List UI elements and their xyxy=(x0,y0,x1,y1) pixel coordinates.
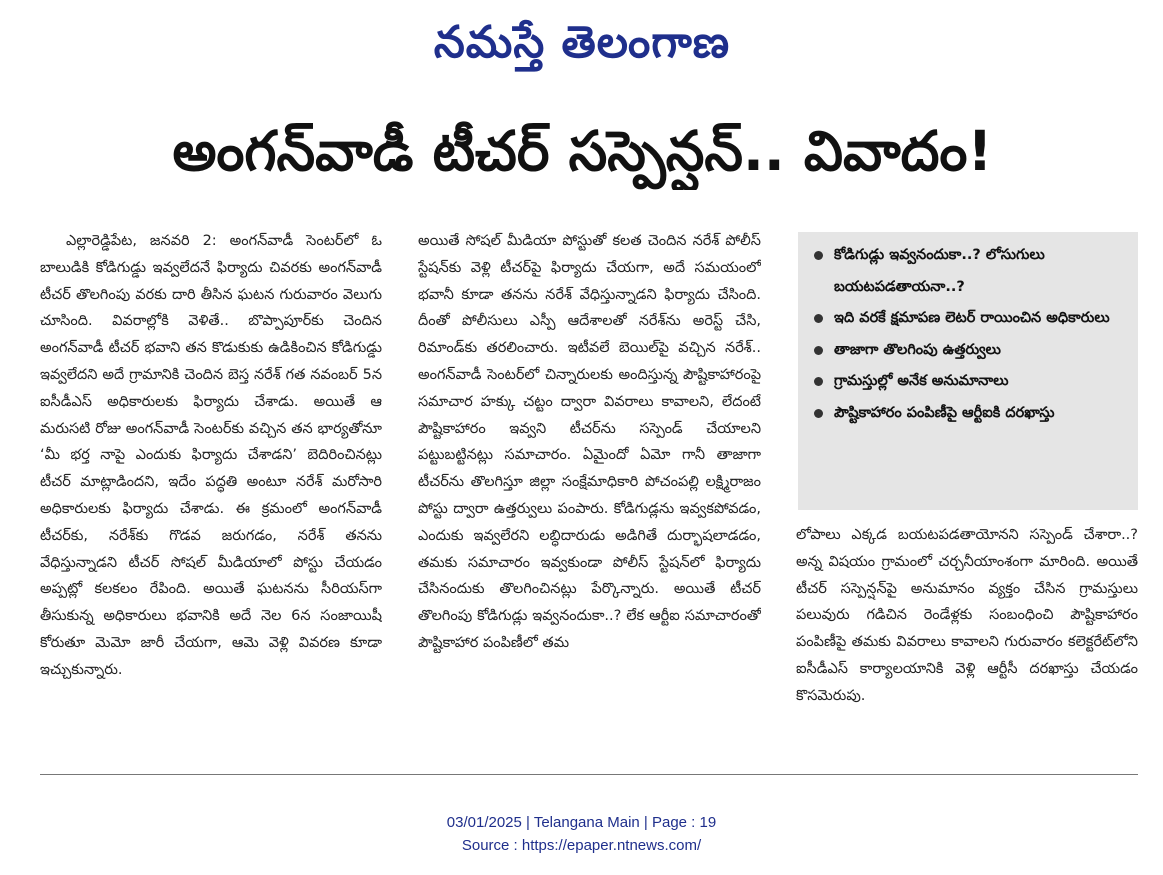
article-column-2 xyxy=(418,228,761,756)
bullet-icon xyxy=(814,409,823,418)
highlight-item xyxy=(812,303,1128,335)
highlight-text: కోడిగుడ్లు ఇవ్వనందుకా..? లోసుగులు బయటపడతాయనా..? xyxy=(834,247,1045,295)
highlight-item xyxy=(812,240,1128,303)
highlight-item xyxy=(812,398,1128,430)
column-1-text: ఎల్లారెడ్డిపేట, జనవరి 2: అంగన్‌వాడీ సెంటర్‌లో ఓ బాలుడికి కోడిగుడ్డు ఇవ్వలేదనే ఫిర్యాదు చివరకు అంగన్‌వాడీ టీచర్ తొలగింపు వరకు దారి తీసిన ఘటన గురువారం వెలుగు చూసింది. వివరాల్లోకి వెళితే.. బొప్పాపూర్‌కు చెందిన అంగన్‌వాడీ టీచర్ భవాని తన కొడుకుకు ఉడికించిన కోడిగుడ్డు ఇవ్వలేదని అదే గ్రామానికి చెందిన బెస్త నరేశ్ గత నవంబర్ 5న ఐసీడీఎస్ అధికారులకు ఫిర్యాదు చేశాడు. అయితే ఆ మరుసటి రోజు అంగన్‌వాడీ సెంటర్‌కు వచ్చిన తన భార్యతోనూ ‘మీ భర్త నాపై ఎందుకు ఫిర్యాదు చేశాడని’ బెదిరించినట్లు టీచర్ మాట్లాడిందని, ఇదేం పద్ధతి అంటూ నరేశ్ మరోసారి అధికారులకు ఫిర్యాదు చేశాడు. ఈ క్రమంలో అంగన్‌వాడీ టీచర్‌కు, నరేశ్‌కు గొడవ జరుగడం, నరేశ్ తనను వేధిస్తున్నాడని టీచర్ సోషల్ మీడియాలో పోస్టు చేయడం అప్పట్లో కలకలం రేపింది. అయితే ఘటనను సీరియస్‌గా తీసుకున్న అధికారులు భవానికి అదే నెల 6న సంజాయిషీ కోరుతూ మెమో జారీ చేయగా, ఆమె వెళ్లి వివరణ కూడా ఇచ్చుకున్నారు. xyxy=(40,233,382,678)
highlights-box xyxy=(798,232,1138,510)
publication-info: 03/01/2025 | Telangana Main | Page : 19 xyxy=(446,814,717,831)
highlight-item xyxy=(812,335,1128,367)
highlight-text: ఇది వరకే క్షమాపణ లెటర్ రాయించిన అధికారులు xyxy=(834,310,1110,326)
column-2-text: అయితే సోషల్ మీడియా పోస్టుతో కలత చెందిన నరేశ్ పోలీస్ స్టేషన్‌కు వెళ్లి టీచర్‌పై ఫిర్యాదు చేయగా, అదే సమయంలో భవానీ కూడా తనను నరేశ్ వేధిస్తున్నాడని ఫిర్యాదు చేసింది. దీంతో పోలీసులు ఎస్పీ ఆదేశాలతో నరేశ్‌ను అరెస్ట్ చేసి, రిమాండ్‌కు తరలించారు. ఇటీవలే బెయిల్‌పై వచ్చిన నరేశ్.. అంగన్‌వాడీ సెంటర్‌లో చిన్నారులకు అందిస్తున్న పౌష్టికాహారంపై సమాచార హక్కు చట్టం ద్వారా వివరాలు కావాలని, లేదంటే పౌష్టికాహారం ఇవ్వని టీచర్‌ను సస్పెండ్ చేయాలని పట్టుబట్టినట్లు సమాచారం. ఏమైందో ఏమో గానీ తాజాగా టీచర్‌ను తొలగిస్తూ జిల్లా సంక్షేమాధికారి పోచంపల్లి లక్ష్మిరాజం పోస్టు ద్వారా ఉత్తర్వులు పంపారు. కోడిగుడ్లను ఇవ్వకపోవడం, ఎందుకు ఇవ్వలేరని లబ్ధిదారుడు అడిగితే దుర్భాషలాడడం, తమకు సమాచారం ఇవ్వకుండా పోలీస్ స్టేషన్‌లో ఫిర్యాదు చేసినందుకు తొలగించినట్లు పేర్కొన్నారు. అయితే టీచర్ తొలగింపు కోడిగుడ్లు ఇవ్వనందుకా..? లేక ఆర్టీఐ సమాచారంతో పౌష్టికాహార పంపిణీలో తమ xyxy=(418,233,761,651)
bullet-icon xyxy=(814,346,823,355)
highlights-list xyxy=(812,240,1128,429)
article-headline: అంగన్‌వాడీ టీచర్ సస్పెన్షన్.. వివాదం! xyxy=(172,119,993,183)
highlight-text: తాజాగా తొలగింపు ఉత్తర్వులు xyxy=(834,341,1001,358)
bullet-icon xyxy=(814,251,823,260)
newspaper-masthead: నమస్తే తెలంగాణ xyxy=(433,17,731,68)
highlight-text: గ్రామస్తుల్లో అనేక అనుమానాలు xyxy=(834,373,1009,389)
highlight-text: పౌష్టికాహారం పంపిణీపై ఆర్టీఐకి దరఖాస్తు xyxy=(834,404,1055,421)
source-link[interactable]: Source : https://epaper.ntnews.com/ xyxy=(461,837,702,854)
highlight-item xyxy=(812,366,1128,398)
footer-divider xyxy=(40,774,1138,775)
bullet-icon xyxy=(814,314,823,323)
bullet-icon xyxy=(814,377,823,386)
article-column-3 xyxy=(796,522,1138,760)
column-3-text: లోపాలు ఎక్కడ బయటపడతాయోనని సస్పెండ్ చేశారా..? అన్న విషయం గ్రామంలో చర్చనీయాంశంగా మారింది. అయితే టీచర్ సస్పెన్షన్‌పై అనుమానం వ్యక్తం చేసిన గ్రామస్తులు పలువురు గడిచిన రెండేళ్లకు సంబంధించి పౌష్టికాహారం పంపిణీపై తమకు వివరాలు కావాలని గురువారం కలెక్టరేట్‌లోని ఐసీడీఎస్ కార్యాలయానికి వెళ్లి ఆర్టీసీ దరఖాస్తు చేయడం కొసమెరుపు. xyxy=(796,527,1138,704)
article-column-1 xyxy=(40,228,382,756)
